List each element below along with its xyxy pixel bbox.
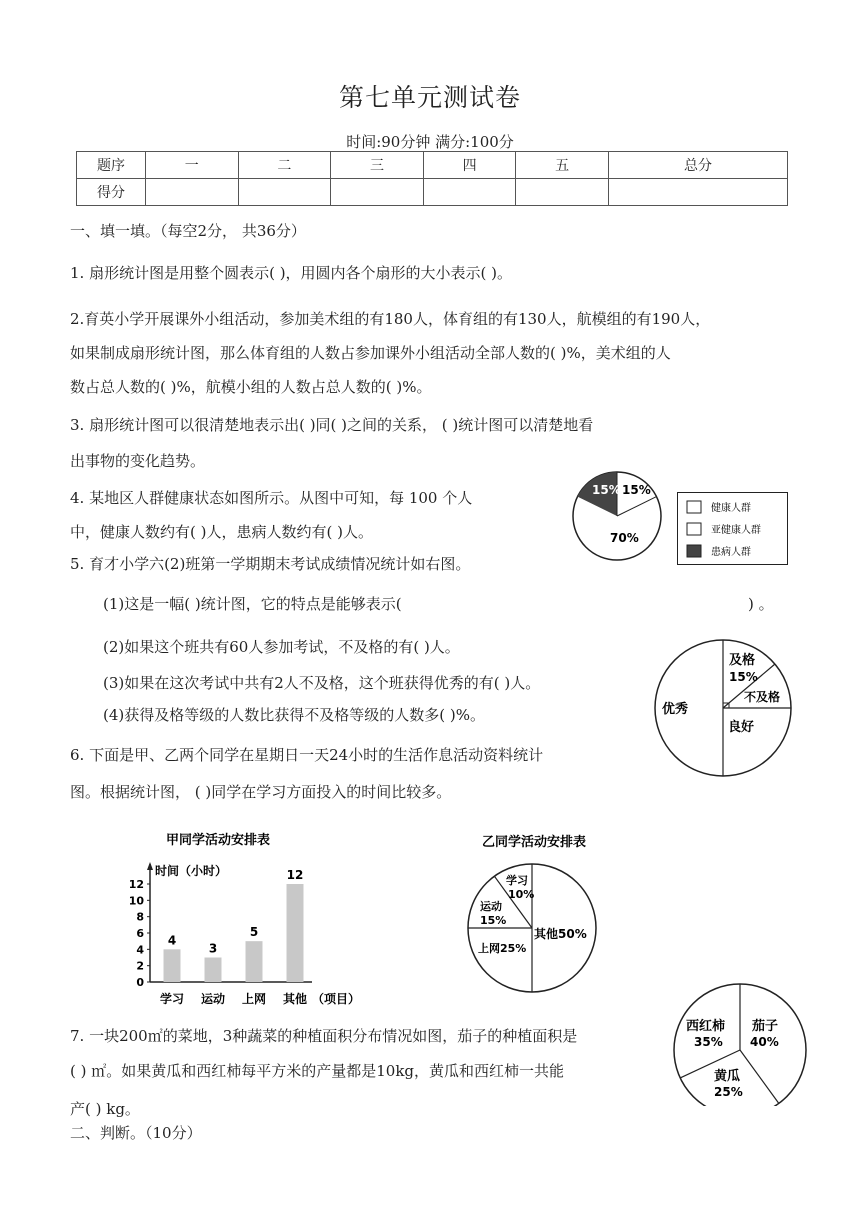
table-header-cell: 题序 [77,152,146,179]
table-header-cell: 五 [516,152,609,179]
pie-label: 西红柿 [686,1019,726,1034]
y-axis-label: 时间（小时） [155,864,228,878]
chart-title: 甲同学活动安排表 [166,833,271,848]
question-3-line-2: 出事物的变化趋势。 [70,452,206,470]
table-header-cell: 四 [423,152,516,179]
bar-value-label: 3 [208,941,218,956]
score-cell[interactable] [516,179,609,206]
legend-label: 健康人群 [711,503,751,514]
score-table [76,151,788,206]
grade-pie-chart [652,637,794,779]
question-2-line-3: 数占总人数的( )%，航模小组的人数占总人数的( )%。 [70,378,432,396]
question-4-line-1: 4. 某地区人群健康状态如图所示。从图中可知，每 100 个人 [70,489,473,507]
bar-value-label: 12 [286,868,304,882]
score-cell[interactable] [331,179,424,206]
score-cell[interactable] [146,179,239,206]
pie-label: 15% [729,670,758,684]
bar [164,949,181,982]
question-1: 1. 扇形统计图是用整个圆表示( )，用圆内各个扇形的大小表示( )。 [70,264,513,282]
legend-swatch-subhealthy [687,523,701,535]
pie-label: 学习 [506,874,528,887]
score-cell[interactable] [423,179,516,206]
pie-label: 70% [610,531,639,545]
y-tick-label: 6 [136,927,144,940]
question-7-line-1: 7. 一块200㎡的菜地，3种蔬菜的种植面积分布情况如图，茄子的种植面积是 [70,1027,578,1045]
score-cell[interactable] [608,179,787,206]
student-b-pie-chart [462,828,612,994]
pie-label: 良好 [728,720,755,735]
pie-label: 运动 [480,900,502,913]
pie-label: 40% [750,1035,779,1049]
pie-label: 上网25% [478,942,527,955]
pie-label: 不及格 [744,690,781,704]
y-tick-label: 10 [128,894,144,908]
question-5-sub-1-end: ) 。 [748,595,774,613]
legend-label: 亚健康人群 [711,525,761,536]
bar [205,958,222,983]
pie-label: 15% [592,483,621,497]
bar-chart-marks [160,868,307,1006]
health-pie-chart [570,470,670,570]
student-a-bar-chart [126,826,376,1010]
pie-label: 优秀 [662,702,689,717]
question-7-line-3: 产( ) kg。 [70,1100,140,1118]
pie-label: 其他50% [534,927,587,941]
y-tick-label: 8 [136,910,144,924]
y-tick-label: 0 [136,976,144,989]
legend-swatch-sick [687,545,701,557]
pie-label: 茄子 [752,1019,779,1034]
x-tick-label: 学习 [159,992,185,1006]
x-tick-label: 上网 [241,992,267,1006]
table-header-cell: 三 [331,152,424,179]
question-5-stem: 5. 育才小学六(2)班第一学期期末考试成绩情况统计如右图。 [70,555,471,573]
section-heading-1: 一、填一填。（每空2分， 共36分） [70,222,306,240]
y-tick-label: 2 [136,959,144,973]
page-title: 第七单元测试卷 [338,83,521,112]
question-7-line-2: ( ) ㎡。如果黄瓜和西红柿每平方米的产量都是10kg，黄瓜和西红柿一共能 [70,1062,565,1080]
pie-label: 25% [714,1085,743,1099]
x-axis-label: （项目） [312,992,361,1006]
pie-label: 15% [480,914,507,927]
question-5-sub-4: (4)获得及格等级的人数比获得不及格等级的人数多( )%。 [103,706,485,724]
question-5-sub-2: (2)如果这个班共有60人参加考试，不及格的有( )人。 [103,638,460,656]
x-tick-label: 其他 [282,992,308,1006]
chart-title: 乙同学活动安排表 [482,835,587,850]
pie-label: 10% [508,888,535,901]
pie-label: 35% [694,1035,723,1049]
bar-value-label: 5 [249,925,259,940]
table-row-label: 得分 [77,179,146,206]
table-header-cell: 一 [146,152,239,179]
pie-label: 及格 [729,653,756,668]
pie-label: 15% [622,483,651,497]
table-header-cell: 二 [238,152,331,179]
bar [287,884,304,982]
pie-label: 黄瓜 [714,1069,741,1084]
y-axis-arrow [147,862,153,870]
bar [246,941,263,982]
legend-label: 患病人群 [711,547,751,558]
table-header-cell: 总分 [608,152,787,179]
question-6-line-2: 图。根据统计图， ( )同学在学习方面投入的时间比较多。 [70,783,452,801]
section-heading-2: 二、判断。（10分） [70,1124,202,1142]
score-cell[interactable] [238,179,331,206]
question-3-line-1: 3. 扇形统计图可以很清楚地表示出( )同( )之间的关系， ( )统计图可以清楚地看 [70,416,594,434]
vegetable-pie-chart [670,980,810,1106]
question-5-sub-3: (3)如果在这次考试中共有2人不及格，这个班获得优秀的有( )人。 [103,674,541,692]
y-tick-label: 4 [136,943,144,957]
score-table-header-row [77,152,788,179]
question-4-line-2: 中，健康人数约有( )人，患病人数约有( )人。 [70,523,373,541]
question-2-line-1: 2.育英小学开展课外小组活动，参加美术组的有180人，体育组的有130人，航模组的有190人， [70,310,711,328]
health-legend [677,492,789,566]
question-2-line-2: 如果制成扇形统计图，那么体育组的人数占参加课外小组活动全部人数的( )%，美术组的人 [70,344,671,362]
score-table-row [77,179,788,206]
legend-swatch-healthy [687,501,701,513]
exam-info: 时间:90分钟 满分:100分 [346,133,514,151]
question-6-line-1: 6. 下面是甲、乙两个同学在星期日一天24小时的生活作息活动资料统计 [70,746,544,764]
x-tick-label: 运动 [200,992,226,1006]
y-tick-label: 12 [128,878,144,891]
bar-value-label: 4 [167,933,177,948]
question-5-sub-1: (1)这是一幅( )统计图，它的特点是能够表示( [103,595,402,613]
